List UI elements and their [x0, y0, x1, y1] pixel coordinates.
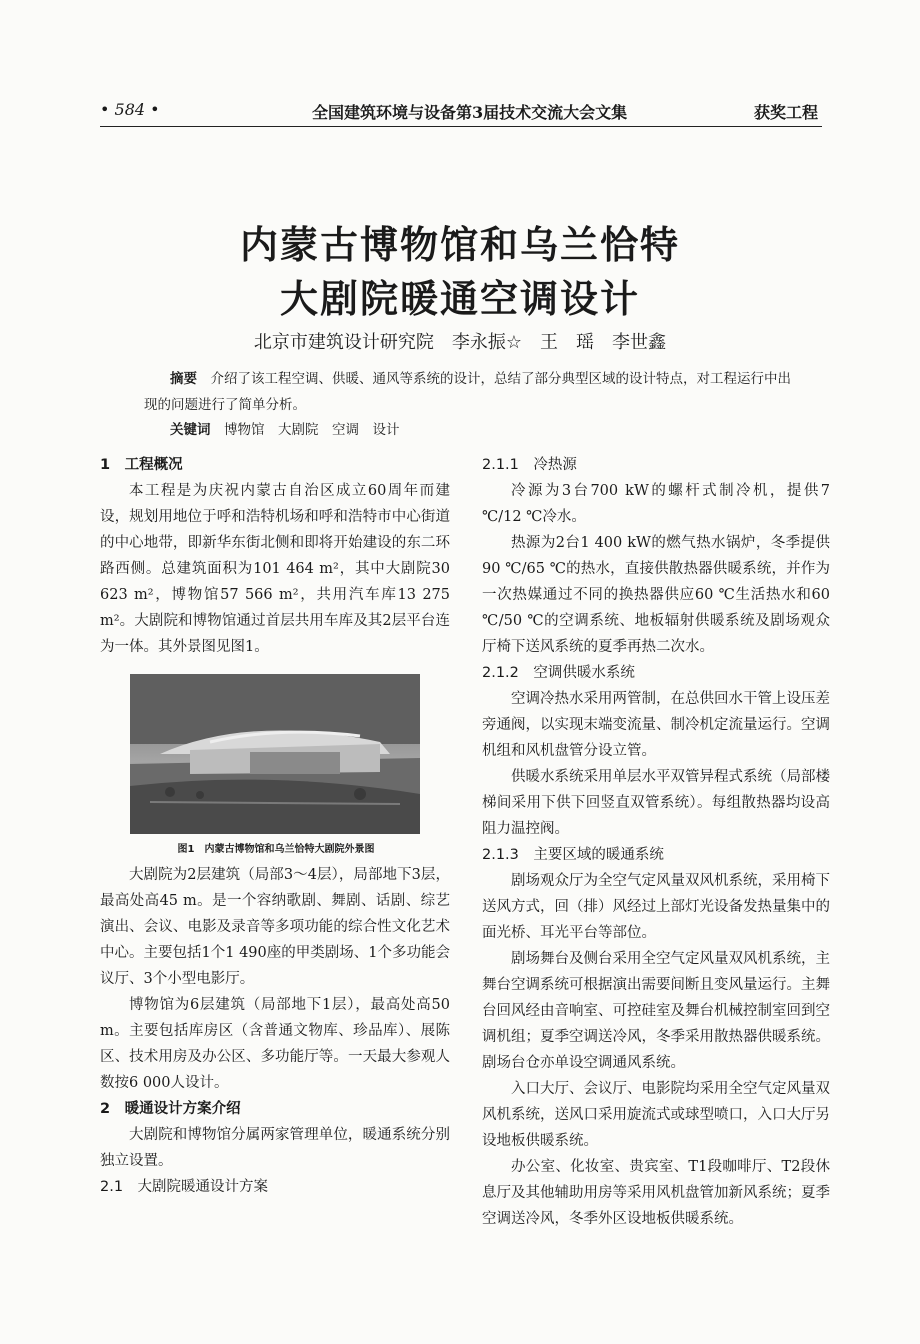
running-header: [100, 96, 822, 127]
heading-2-1-3: 2.1.3 主要区域的暖通系统: [482, 847, 664, 863]
paragraph: 入口大厅、会议厅、电影院均采用全空气定风量双风机系统，送风口采用旋流式或球型喷口，入口大厅另设地板供暖系统。: [482, 1081, 830, 1149]
keywords-text: 博物馆 大剧院 空调 设计: [224, 422, 400, 438]
paragraph: 空调冷热水采用两管制，在总供回水干管上设压差旁通阀，以实现末端变流量、制冷机定流量运行。空调机组和风机盘管分设立管。: [482, 691, 830, 759]
section-label: 获奖工程: [753, 103, 818, 122]
abstract-label: 摘要: [170, 371, 197, 387]
paragraph: 本工程是为庆祝内蒙古自治区成立60周年而建设，规划用地位于呼和浩特机场和呼和浩特市中心街道的中心地带，即新华东街北侧和即将开始建设的东二环路西侧。总建筑面积为101 464 m²，其中大剧院30 623 m²，博物馆57 566 m²，共用汽车库13 275 m²。大剧院和博物馆通过首层共用车库及其2层平台连为一体。其外景图见图1。: [100, 483, 450, 655]
paragraph: 办公室、化妆室、贵宾室、T1段咖啡厅、T2段休息厅及其他辅助用房等采用风机盘管加新风系统；夏季空调送冷风，冬季外区设地板供暖系统。: [482, 1159, 830, 1227]
paragraph: 供暖水系统采用单层水平双管异程式系统（局部楼梯间采用下供下回竖直双管系统）。每组散热器均设高阻力温控阀。: [482, 769, 830, 837]
left-column: [100, 452, 450, 1200]
paragraph: 冷源为3台700 kW的螺杆式制冷机，提供7 ℃/12 ℃冷水。: [482, 483, 830, 525]
title-line-2: 大剧院暖通空调设计: [279, 277, 640, 321]
paragraph: 热源为2台1 400 kW的燃气热水锅炉，冬季提供90 ℃/65 ℃的热水，直接供散热器供暖系统，并作为一次热媒通过不同的换热器供应60 ℃生活热水和60 ℃/50 ℃的空调系统、地板辐射供暖系统及剧场观众厅椅下送风系统的夏季再热二次水。: [482, 535, 830, 655]
heading-2: 2 暖通设计方案介绍: [100, 1101, 241, 1117]
heading-2-1-1: 2.1.1 冷热源: [482, 457, 577, 473]
heading-2-1-2: 2.1.2 空调供暖水系统: [482, 665, 635, 681]
authors: 北京市建筑设计研究院 李永振☆ 王 瑶 李世鑫: [253, 332, 667, 353]
heading-1: 1 工程概况: [100, 457, 183, 473]
figure-caption: 图1 内蒙古博物馆和乌兰恰特大剧院外景图: [177, 844, 375, 855]
paragraph: 剧场舞台及侧台采用全空气定风量双风机系统，主舞台空调系统可根据演出需要间断且变风量运行。主舞台回风经由音响室、可控硅室及舞台机械控制室回到空调机组；夏季空调送冷风，冬季采用散热器供暖系统。剧场台仓亦单设空调通风系统。: [482, 951, 830, 1071]
heading-2-1: 2.1 大剧院暖通设计方案: [100, 1179, 269, 1195]
paragraph: 博物馆为6层建筑（局部地下1层），最高处高50 m。主要包括库房区（含普通文物库、珍品库）、展陈区、技术用房及办公区、多功能厅等。一天最大参观人数按6 000人设计。: [100, 997, 450, 1091]
keywords: [170, 418, 400, 438]
keywords-label: 关键词: [170, 422, 211, 438]
paragraph: 大剧院为2层建筑（局部3～4层），局部地下3层，最高处高45 m。是一个容纳歌剧、舞剧、话剧、综艺演出、会议、电影及录音等多项功能的综合性文化艺术中心。主要包括1个1 490座的甲类剧场、1个多功能会议厅、3个小型电影厅。: [100, 867, 450, 987]
abstract-text: 介绍了该工程空调、供暖、通风等系统的设计，总结了部分典型区域的设计特点，对工程运行中出现的问题进行了简单分析。: [144, 371, 791, 413]
page-number: • 584 •: [100, 100, 160, 119]
paragraph: 剧场观众厅为全空气定风量双风机系统，采用椅下送风方式，回（排）风经过上部灯光设备发热量集中的面光桥、耳光平台等部位。: [482, 873, 830, 941]
journal-title: 全国建筑环境与设备第3届技术交流大会文集: [312, 103, 628, 122]
building-illustration: [130, 674, 420, 834]
abstract: [144, 366, 804, 418]
paragraph: 大剧院和博物馆分属两家管理单位，暖通系统分别独立设置。: [100, 1127, 450, 1169]
right-column: [482, 452, 830, 1232]
title-line-1: 内蒙古博物馆和乌兰恰特: [239, 223, 680, 267]
building-photo: [130, 674, 420, 834]
figure-1: [130, 674, 422, 858]
